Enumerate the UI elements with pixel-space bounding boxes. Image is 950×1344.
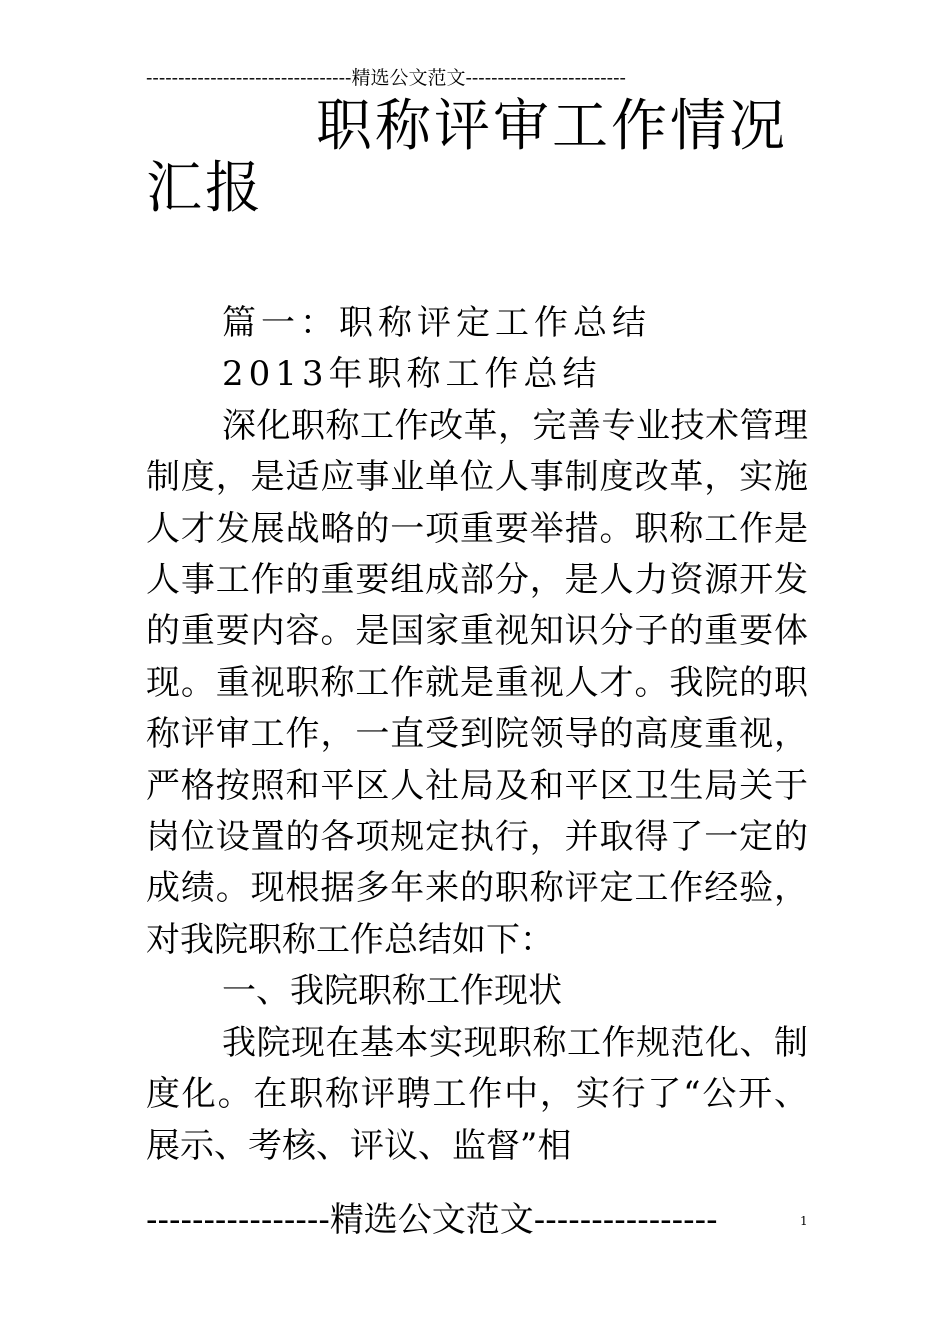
document-title-line1: 职称评审工作情况 <box>316 94 788 159</box>
document-body <box>146 298 808 1172</box>
paragraph-1: 深化职称工作改革，完善专业技术管理制度，是适应事业单位人事制度改革，实施人才发展战略的一项重要举措。职称工作是人事工作的重要组成部分，是人力资源开发的重要内容。是国家重视知识分子的重要体现。重视职称工作就是重视人才。我院的职称评审工作，一直受到院领导的高度重视，严格按照和平区人社局及和平区卫生局关于岗位设置的各项规定执行，并取得了一定的成绩。现根据多年来的职称评定工作经验，对我院职称工作总结如下： <box>146 405 808 960</box>
document-title <box>146 96 808 220</box>
paragraph-2: 我院现在基本实现职称工作规范化、制度化。在职称评聘工作中，实行了“公开、展示、考核、评议、监督”相 <box>146 1022 808 1166</box>
page-number: 1 <box>800 1214 808 1228</box>
section-heading: 篇一：职称评定工作总结 <box>222 303 651 343</box>
heading-one: 一、我院职称工作现状 <box>222 971 562 1012</box>
document-title-line2: 汇报 <box>146 156 264 221</box>
header-banner: --------------------------------精选公文范文------------------------- <box>146 67 626 89</box>
sub-heading: 2013年职称工作总结 <box>222 354 602 395</box>
footer-banner: ----------------精选公文范文---------------- <box>146 1200 718 1240</box>
